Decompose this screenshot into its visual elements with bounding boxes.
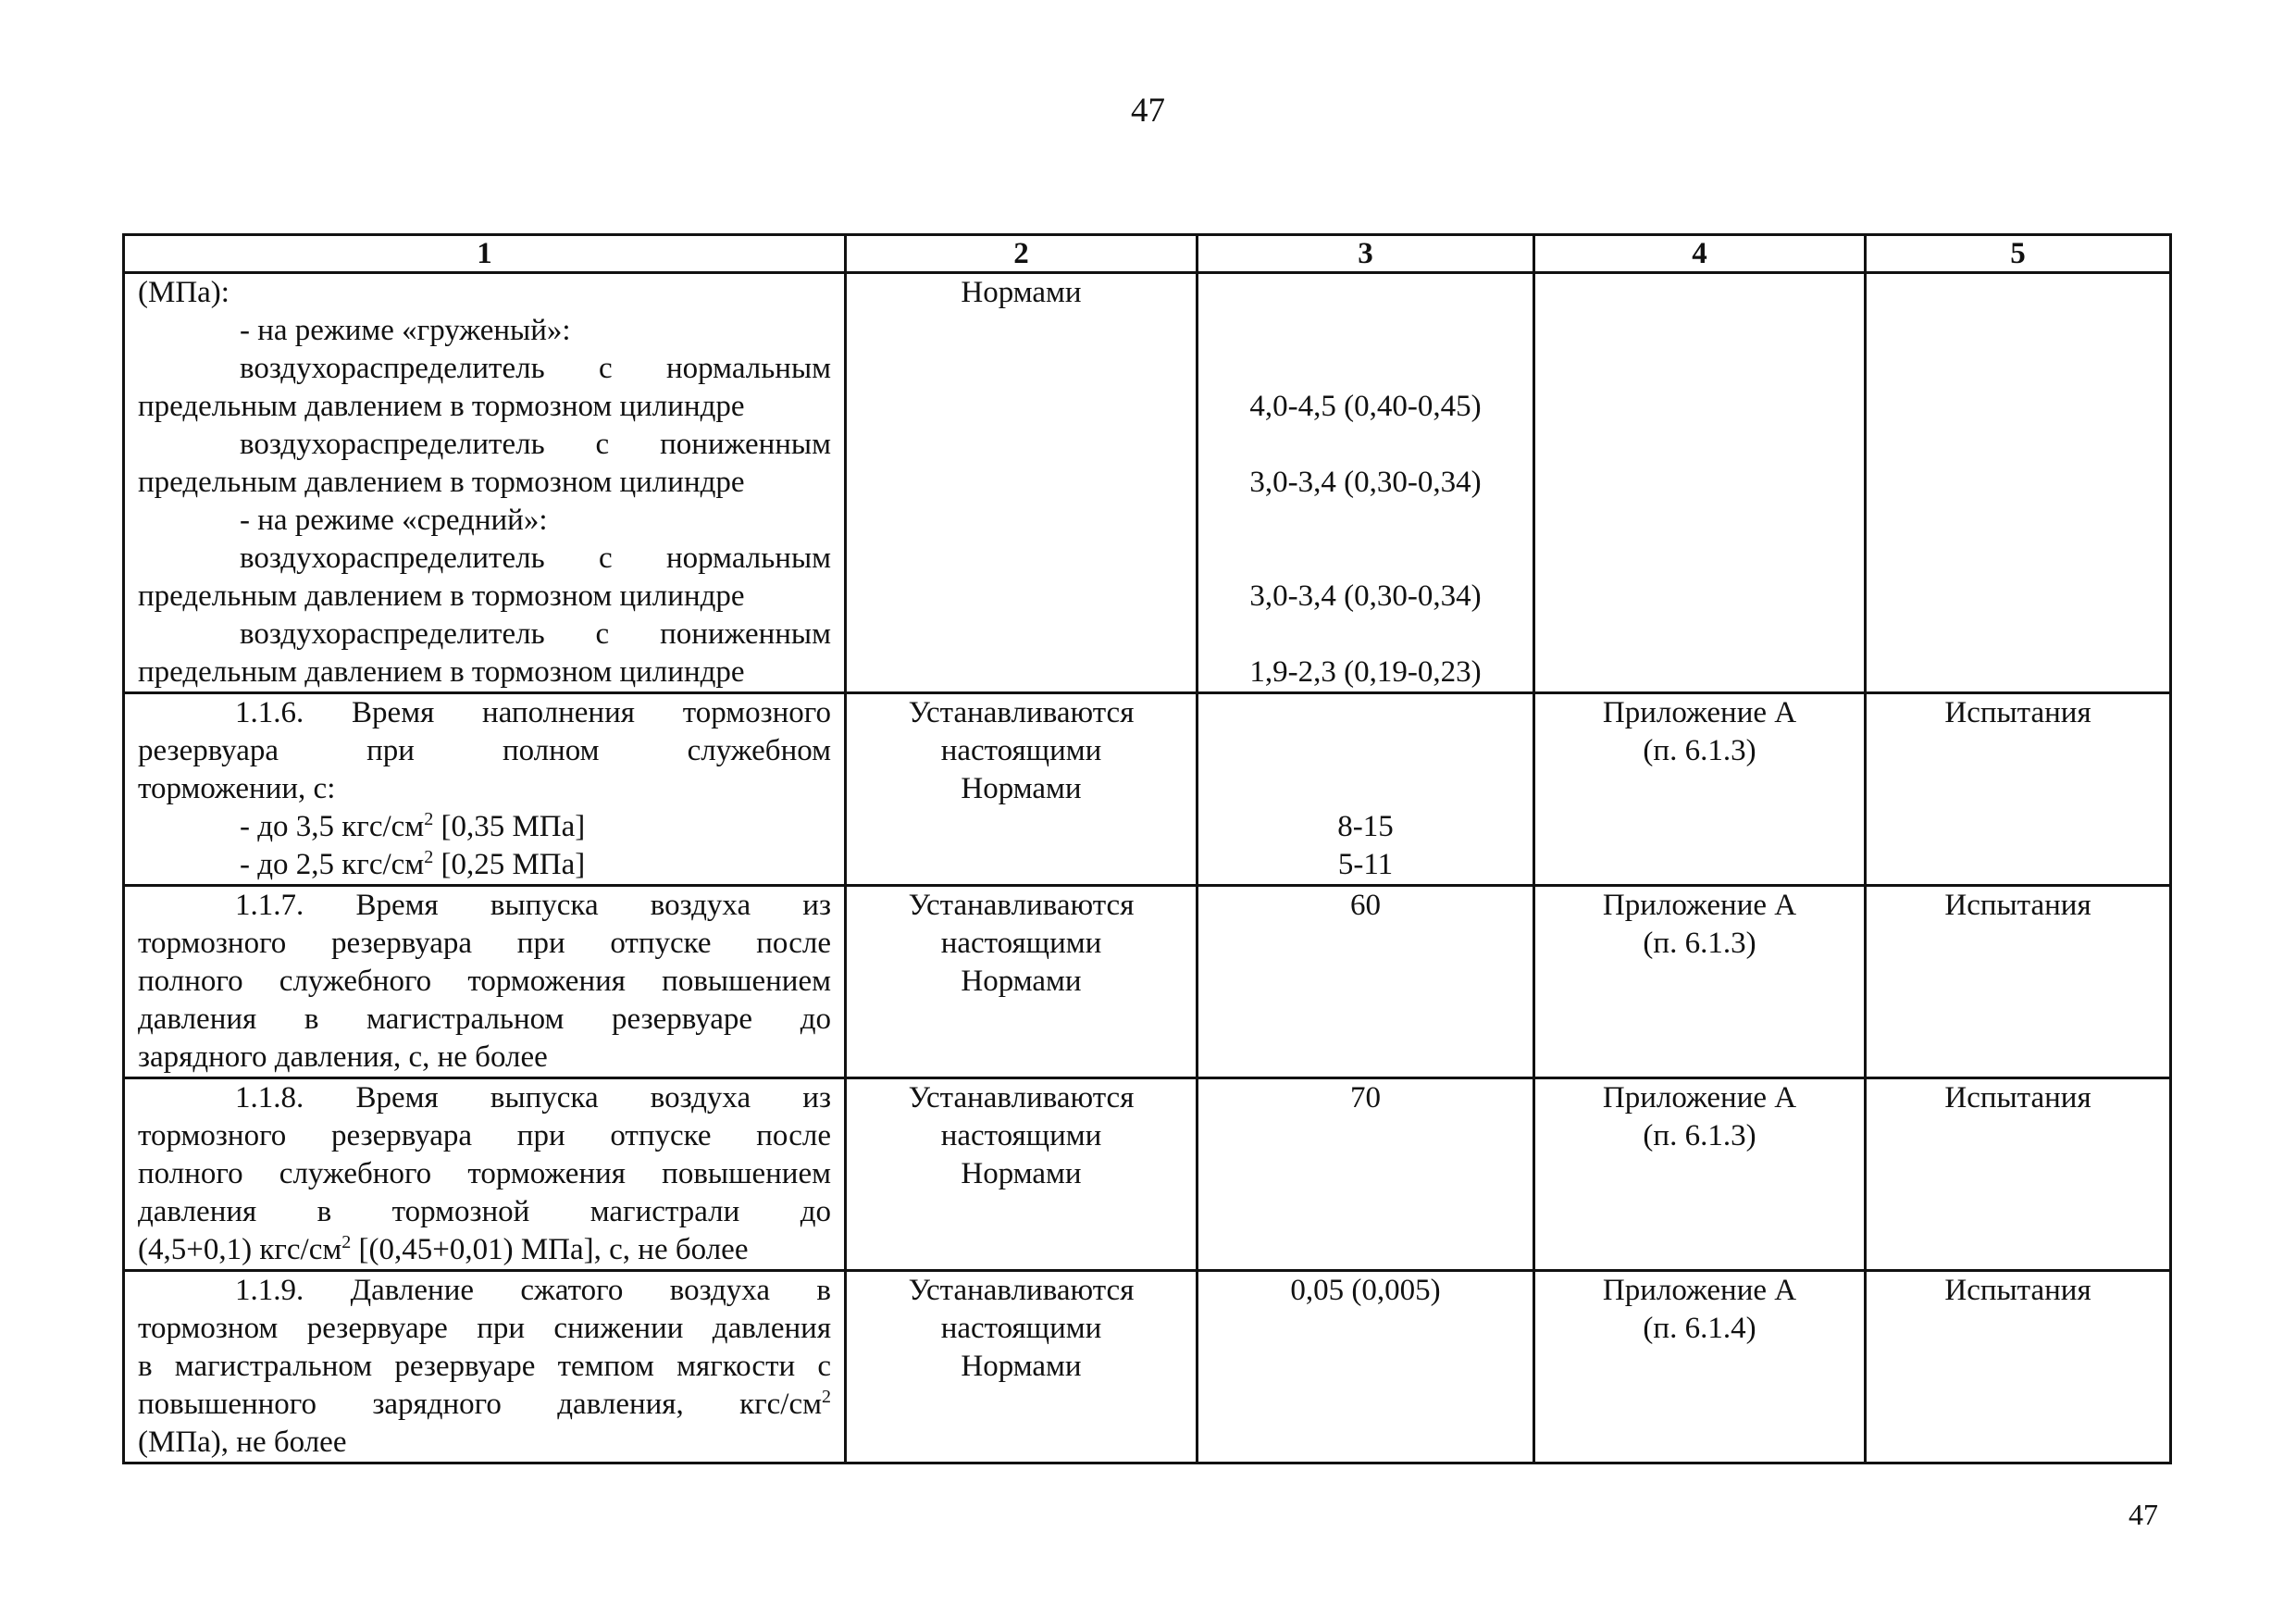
desc-line: воздухораспределитель с пониженным	[240, 617, 831, 651]
row1-source	[846, 693, 1198, 886]
method-line: (п. 6.1.3)	[1643, 1119, 1756, 1152]
source-line: Устанавливаются	[908, 1081, 1135, 1115]
row3-source	[846, 1078, 1198, 1271]
value-line: 8-15	[1337, 810, 1394, 843]
row4-method	[1534, 1271, 1866, 1463]
desc-line: воздухораспределитель с нормальным	[240, 352, 831, 385]
row2-values	[1198, 886, 1534, 1078]
method-line: (п. 6.1.3)	[1643, 734, 1756, 767]
desc-line: 1.1.8. Время выпуска воздуха из	[235, 1081, 831, 1115]
table-row	[124, 886, 2171, 1078]
header-col-5: 5	[1866, 235, 2171, 273]
desc-line: - до 3,5 кгс/$см^2$ [0,35 МПа]	[240, 809, 586, 843]
page-number-bottom: 47	[2128, 1498, 2158, 1531]
desc-line: давления в тормозной магистрали до	[138, 1195, 831, 1228]
control-line: Испытания	[1944, 696, 2091, 729]
desc-line: торможении, с:	[138, 772, 336, 805]
desc-line: зарядного давления, с, не более	[138, 1040, 548, 1074]
desc-line: воздухораспределитель с пониженным	[240, 428, 831, 461]
source-line: Устанавливаются	[908, 696, 1135, 729]
source-line: настоящими	[940, 1119, 1102, 1152]
control-line: Испытания	[1944, 889, 2091, 922]
row0-values	[1198, 273, 1534, 693]
row4-values	[1198, 1271, 1534, 1463]
value-line: 3,0-3,4 (0,30-0,34)	[1249, 466, 1482, 499]
row3-description	[124, 1078, 846, 1271]
table-row	[124, 273, 2171, 693]
desc-line: (МПа), не более	[138, 1426, 347, 1459]
source-line: настоящими	[940, 1312, 1102, 1345]
row2-control	[1866, 886, 2171, 1078]
desc-line: - до 2,5 кгс/$см^2$ [0,25 МПа]	[240, 847, 586, 881]
row1-description	[124, 693, 846, 886]
row3-control	[1866, 1078, 2171, 1271]
desc-line: полного служебного торможения повышением	[138, 1157, 831, 1190]
row1-method	[1534, 693, 1866, 886]
method-line: Приложение А	[1602, 696, 1797, 729]
desc-line: тормозного резервуара при отпуске после	[138, 927, 831, 960]
source-line: Устанавливаются	[908, 1274, 1135, 1307]
row3-method	[1534, 1078, 1866, 1271]
method-line: Приложение А	[1602, 1274, 1797, 1307]
page-number-top: 47	[1131, 92, 1165, 130]
row1-values	[1198, 693, 1534, 886]
desc-line: предельным давлением в тормозном цилиндре	[138, 466, 745, 499]
desc-line: давления в магистральном резервуаре до	[138, 1003, 831, 1036]
desc-line: - на режиме «груженый»:	[240, 314, 571, 347]
norms-table	[122, 233, 2172, 1464]
value-line: 70	[1350, 1081, 1381, 1115]
table-row	[124, 693, 2171, 886]
desc-line: повышенного зарядного давления, кгс/$см^2$	[138, 1387, 831, 1421]
desc-line: резервуара при полном служебном	[138, 734, 831, 767]
method-line: Приложение А	[1602, 1081, 1797, 1115]
source-line: настоящими	[940, 927, 1102, 960]
row0-source	[846, 273, 1198, 693]
desc-line: 1.1.7. Время выпуска воздуха из	[235, 889, 831, 922]
header-col-2: 2	[846, 235, 1198, 273]
desc-line: - на режиме «средний»:	[240, 504, 548, 537]
value-line: 5-11	[1337, 848, 1394, 881]
method-line: (п. 6.1.4)	[1643, 1312, 1756, 1345]
row2-method	[1534, 886, 1866, 1078]
header-col-1: 1	[124, 235, 846, 273]
value-line: 3,0-3,4 (0,30-0,34)	[1249, 579, 1482, 613]
row0-method	[1534, 273, 1866, 693]
source-line: Устанавливаются	[908, 889, 1135, 922]
row1-control	[1866, 693, 2171, 886]
row3-values	[1198, 1078, 1534, 1271]
source-line: Нормами	[961, 276, 1082, 309]
source-line: настоящими	[940, 734, 1102, 767]
method-line: Приложение А	[1602, 889, 1797, 922]
source-line: Нормами	[961, 1157, 1082, 1190]
method-line: (п. 6.1.3)	[1643, 927, 1756, 960]
source-line: Нормами	[961, 772, 1082, 805]
row2-source	[846, 886, 1198, 1078]
source-line: Нормами	[961, 965, 1082, 998]
header-col-3: 3	[1198, 235, 1534, 273]
row2-description	[124, 886, 846, 1078]
desc-line: тормозного резервуара при отпуске после	[138, 1119, 831, 1152]
value-line: 0,05 (0,005)	[1290, 1274, 1441, 1307]
desc-line: предельным давлением в тормозном цилиндре	[138, 655, 745, 689]
row4-description	[124, 1271, 846, 1463]
value-line: 1,9-2,3 (0,19-0,23)	[1249, 655, 1482, 689]
desc-line: в магистральном резервуаре темпом мягкости с	[138, 1350, 831, 1383]
row4-source	[846, 1271, 1198, 1463]
desc-line: 1.1.6. Время наполнения тормозного	[235, 696, 831, 729]
value-line: 60	[1350, 889, 1381, 922]
row0-description	[124, 273, 846, 693]
control-line: Испытания	[1944, 1081, 2091, 1115]
row0-control	[1866, 273, 2171, 693]
row4-control	[1866, 1271, 2171, 1463]
control-line: Испытания	[1944, 1274, 2091, 1307]
value-line: 4,0-4,5 (0,40-0,45)	[1249, 390, 1482, 423]
table-row	[124, 1078, 2171, 1271]
desc-line: (МПа):	[138, 276, 230, 309]
table-header-row	[124, 235, 2171, 273]
desc-line: (4,5+0,1) кгс/$см^2$ [(0,45+0,01) МПа], с, не более	[138, 1232, 749, 1266]
header-col-4: 4	[1534, 235, 1866, 273]
desc-line: предельным давлением в тормозном цилиндре	[138, 579, 745, 613]
desc-line: предельным давлением в тормозном цилиндре	[138, 390, 745, 423]
desc-line: воздухораспределитель с нормальным	[240, 542, 831, 575]
desc-line: полного служебного торможения повышением	[138, 965, 831, 998]
source-line: Нормами	[961, 1350, 1082, 1383]
desc-line: тормозном резервуаре при снижении давления	[138, 1312, 831, 1345]
table-row	[124, 1271, 2171, 1463]
desc-line: 1.1.9. Давление сжатого воздуха в	[235, 1274, 831, 1307]
